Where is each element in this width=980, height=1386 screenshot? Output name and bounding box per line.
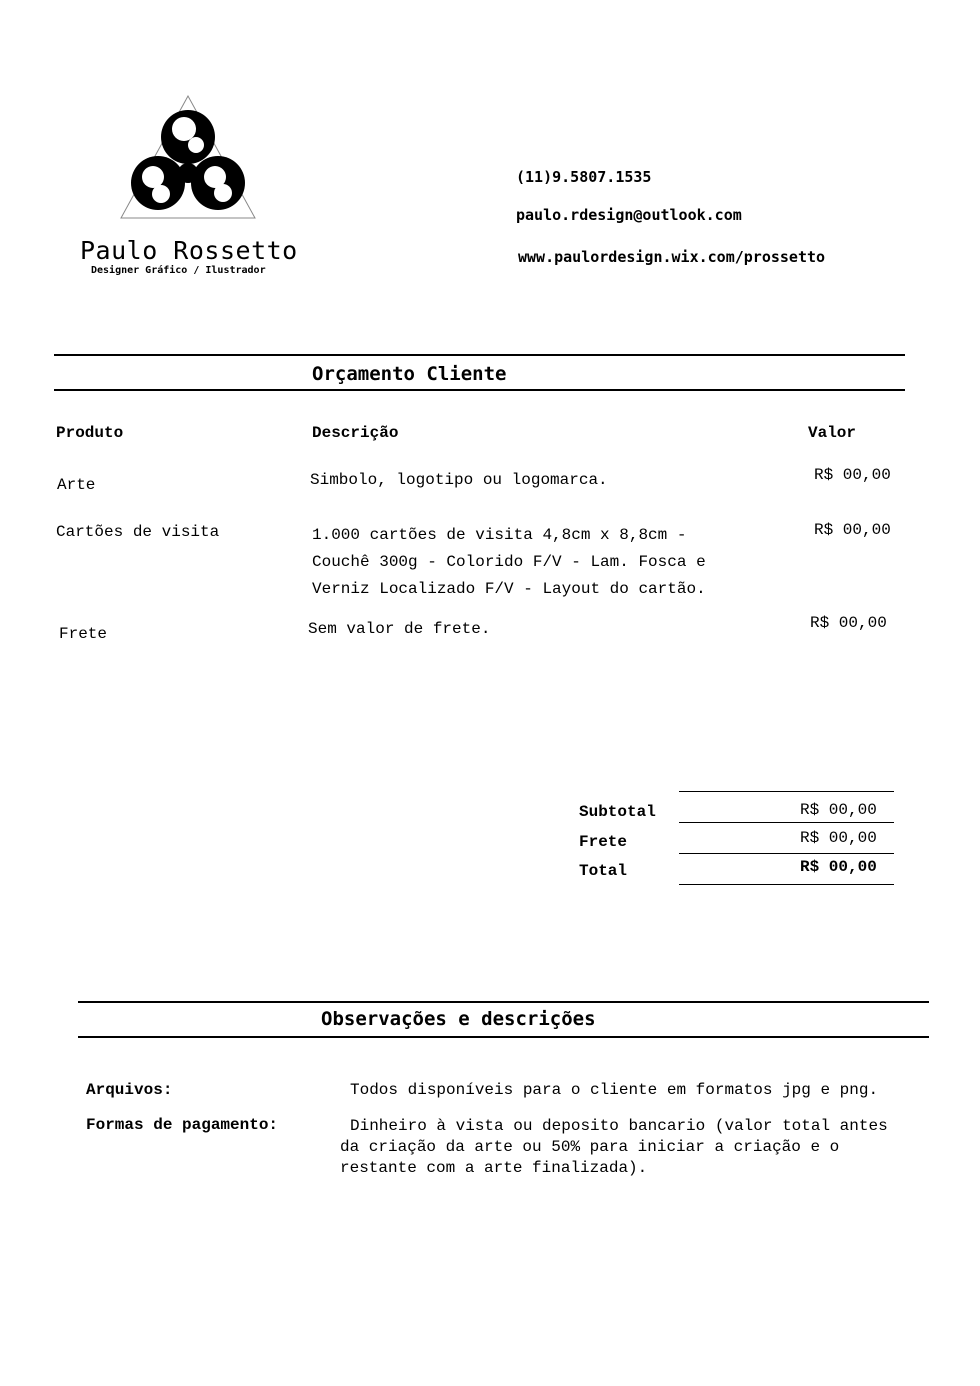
column-header-product: Produto [56,424,124,442]
payment-line: Dinheiro à vista ou deposito bancario (valor total antes [350,1117,888,1135]
brand-role: Designer Gráfico / Ilustrador [91,265,266,276]
row-description: Simbolo, logotipo ou logomarca. [310,471,608,489]
payment-text [340,1116,888,1179]
total-label: Total [579,862,628,880]
notes-top-rule [78,1001,929,1003]
notes-title: Observações e descrições [321,1008,596,1030]
files-text: Todos disponíveis para o cliente em formatos jpg e png. [350,1081,879,1099]
row-description [312,522,706,603]
row-description: Sem valor de frete. [308,620,491,638]
total-value: R$ 00,00 [800,858,877,876]
payment-label: Formas de pagamento: [86,1116,279,1134]
quote-top-rule [54,354,905,356]
contact-email[interactable]: paulo.rdesign@outlook.com [516,206,742,224]
shipping-label: Frete [579,833,628,851]
description-line: Couchê 300g - Colorido F/V - Lam. Fosca e [312,553,706,571]
row-product: Frete [59,625,108,643]
row-value: R$ 00,00 [814,466,891,484]
row-product: Cartões de visita [56,523,220,541]
description-line: Verniz Localizado F/V - Layout do cartão. [312,580,706,598]
payment-line: restante com a arte finalizada). [340,1159,648,1177]
triskelion-logo-icon [118,93,258,223]
payment-line: da criação da arte ou 50% para iniciar a criação e o [340,1138,840,1156]
quote-bottom-rule [54,389,905,391]
totals-rule [679,884,894,885]
totals-rule [679,853,894,854]
quote-title: Orçamento Cliente [312,363,507,385]
shipping-value: R$ 00,00 [800,829,877,847]
files-label: Arquivos: [86,1081,173,1099]
totals-rule [679,822,894,823]
subtotal-label: Subtotal [579,803,656,821]
contact-phone: (11)9.5807.1535 [516,168,652,186]
description-line: 1.000 cartões de visita 4,8cm x 8,8cm - [312,526,687,544]
brand-name: Paulo Rossetto [80,236,298,265]
row-product: Arte [57,476,96,494]
totals-rule [679,791,894,792]
row-value: R$ 00,00 [810,614,887,632]
subtotal-value: R$ 00,00 [800,801,877,819]
contact-website[interactable]: www.paulordesign.wix.com/prossetto [518,248,826,266]
column-header-value: Valor [808,424,857,442]
row-value: R$ 00,00 [814,521,891,539]
notes-bottom-rule [78,1036,929,1038]
column-header-description: Descrição [312,424,399,442]
